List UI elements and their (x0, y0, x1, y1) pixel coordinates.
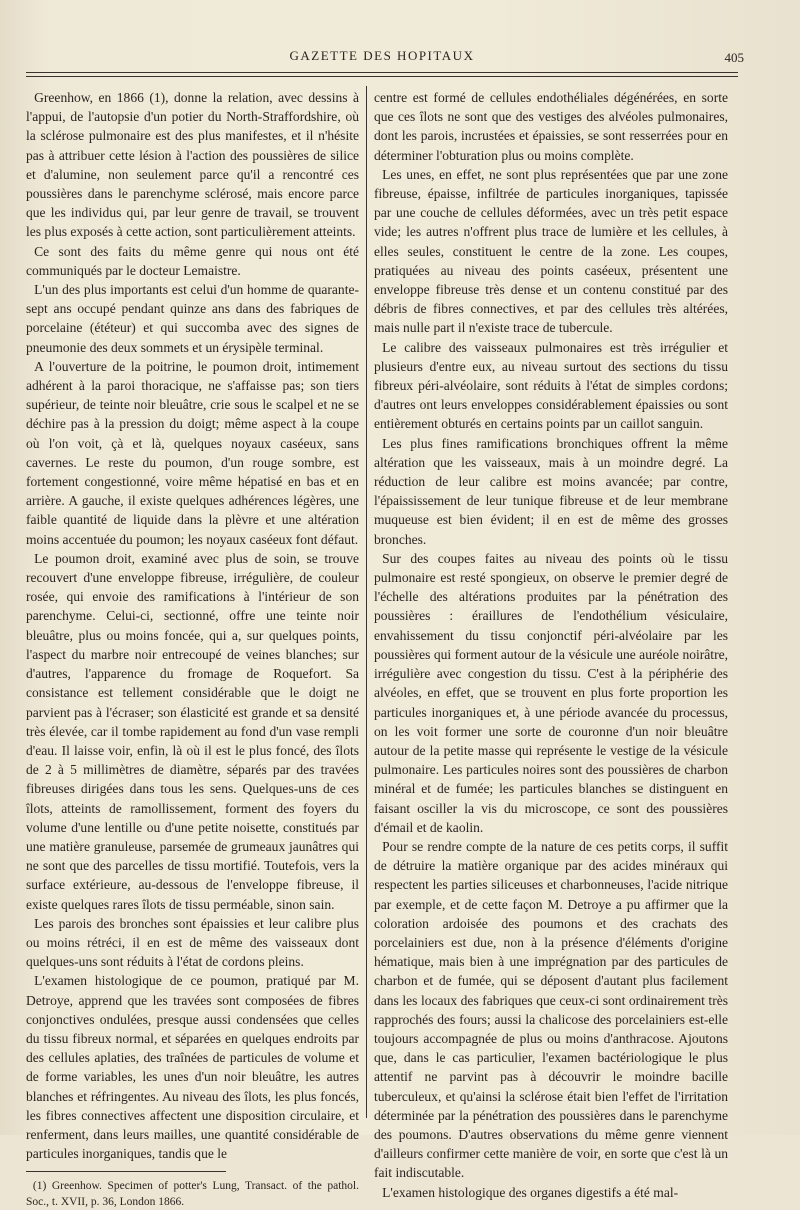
journal-title: GAZETTE DES HOPITAUX (289, 48, 475, 63)
paragraph: Les plus fines ramifications bronchiques offrent la même altération que les vaisseaux, mais à un moindre degré. La réduction de leur calibre est moins avancée; par contre, l'épaississement de leur tunique fibreuse et de leur membrane muqueuse est bien évident; il en est de même des grosses bronches. (374, 435, 728, 547)
paragraph: Les parois des bronches sont épaissies et leur calibre plus ou moins rétréci, il en est de même des vaisseaux dont quelques-uns sont réduits à l'état de cordons pleins. (26, 915, 359, 970)
paragraph: Greenhow, en 1866 (1), donne la relation, avec dessins à l'appui, de l'autopsie d'un potier du North-Straffordshire, où la sclérose pulmonaire est des plus manifestes, et il n'hésite pas à attribuer cette lésion à l'action des poussières de silice et d'alumine, non seulement parce qu'il a rencontré ces poussières dans le parenchyme sclérosé, mais encore parce que les individus qui, par leur genre de travail, se trouvent les plus exposés à cette action, sont particulièrement atteints. (26, 90, 359, 240)
paragraph: A l'ouverture de la poitrine, le poumon droit, intimement adhérent à la paroi thoracique, ne s'affaisse pas; son tiers supérieur, de teinte noir bleuâtre, crie sous le scalpel et ne se déchire pas à la pression du doigt; même aspect à la coupe où l'on voit, çà et là, quelques noyaux caséeux, sans cavernes. Le reste du poumon, d'un rouge sombre, est fortement congestionné, voire même hépatisé en bas et en arrière. A gauche, il existe quelques adhérences légères, une faible quantité de liquide dans la plèvre et une altération moins accentuée du poumon; les noyaux caséeux font défaut. (26, 358, 359, 547)
paragraph: L'examen histologique de ce poumon, pratiqué par M. Detroye, apprend que les travées sont composées de fibres conjonctives ondulées, presque aussi condensées que celles du tissu fibreux normal, et séparées en quelques endroits par des cellules aplaties, des traînées de particules de volume et de forme variables, les unes d'un noir bleuâtre, les autres blanches et réfringentes. Au niveau des îlots, les plus foncés, les fibres connectives affectent une disposition circulaire, et renferment, dans leurs mailles, une quantité considérable de particules inorganiques, tandis que le (26, 973, 359, 1162)
column-divider (366, 86, 367, 1118)
page-header (26, 44, 744, 66)
paragraph: Le calibre des vaisseaux pulmonaires est très irrégulier et plusieurs d'entre eux, au niveau surtout des sections du tissu fibreux péri-alvéolaire, sont réduits à l'état de simples cordons; d'autres ont leurs enveloppes considérablement épaissies ou sont entièrement obturés en certains points par un caillot sanguin. (374, 339, 728, 432)
header-rule-thin (26, 76, 738, 77)
paragraph: Le poumon droit, examiné avec plus de soin, se trouve recouvert d'une enveloppe fibreuse, irrégulière, de couleur rosée, qui envoie des ramifications à l'intérieur de son parenchyme. Celui-ci, sectionné, offre une teinte noir bleuâtre, plus ou moins foncée, qui a, sur quelques points, l'aspect du marbre noir entrecoupé de veines blanches; sur d'autres, l'apparence du fromage de Roquefort. Sa consistance est tellement considérable que le doigt ne parvient pas à l'écraser; son élasticité est grande et sa densité très élevée, car il tombe rapidement au fond d'un vase rempli d'eau. Il laisse voir, enfin, là où il est le plus foncé, des îlots de 2 à 5 millimètres de diamètre, séparés par des travées fibreuses dirigées dans tous les sens. Quelques-uns de ces îlots, atteints de ramollissement, forment des foyers du volume d'une lentille ou d'une petite noisette, constitués par une matière granuleuse, parsemée de grumeaux jaunâtres qui ne sont que des parcelles de tissu mortifié. Toutefois, vers la surface extérieure, au-dessous de l'enveloppe fibreuse, il existe quelques rares îlots de tissu perméable, sinon sain. (26, 550, 359, 912)
paragraph: centre est formé de cellules endothéliales dégénérées, en sorte que ces îlots ne sont que des vestiges des alvéoles pulmonaires, dont les parois, incrustées et épaissies, se sont resserrées pour en déterminer l'obturation plus ou moins complète. (374, 90, 728, 163)
paragraph: Sur des coupes faites au niveau des points où le tissu pulmonaire est resté spongieux, on observe le premier degré de l'échelle des altérations produites par la pénétration des poussières : éraillures de l'endothélium vésiculaire, envahissement du tissu conjonctif péri-alvéolaire par les poussières qui forment autour de la vésicule une auréole noirâtre, irrégulière avec congestion du tissu. C'est à la périphérie des alvéoles, en effet, que se trouvent en plus forte proportion les particules inorganiques et, à une période avancée du processus, on les voit former une sorte de couronne d'un noir bleuâtre autour de la petite masse qui représente le vestige de la vésicule pulmonaire. Les particules noires sont des poussières de charbon minéral et de fumée; les particules blanches se distinguent en faisant osciller la vis du microscope, ce sont des poussières d'émail et de kaolin. (374, 550, 728, 835)
footnote-rule (26, 1171, 226, 1172)
paragraph: Les unes, en effet, ne sont plus représentées que par une zone fibreuse, épaisse, infiltrée de particules inorganiques, tapissée par une couche de cellules déformées, avec un très petit espace vide; les autres n'offrent plus trace de lumière et les cellules, à elles seules, constituent le centre de la zone. Les coupes, pratiquées au niveau des points caséeux, présentent une enveloppe fibreuse très dense et un contenu constitué par des débris de fibres connectives, et par des cellules très altérées, mais nulle part il n'existe trace de tubercule. (374, 166, 728, 336)
paragraph: L'examen histologique des organes digestifs a été mal- (382, 1184, 679, 1200)
paragraph: Ce sont des faits du même genre qui nous ont été communiqués par le docteur Lemaistre. (26, 243, 359, 278)
header-rule-thick (26, 72, 738, 73)
footnote: (1) Greenhow. Specimen of potter's Lung, Transact. of the pathol. Soc., t. XVII, p. 36, London 1866. (26, 1180, 359, 1209)
paragraph: L'un des plus importants est celui d'un homme de quarante-sept ans occupé pendant quinze ans dans des fabriques de porcelaine (ététeur) et qui succomba avec des signes de pneumonie des deux sommets et un érysipèle terminal. (26, 282, 359, 355)
right-column (374, 88, 728, 1200)
page-number: 405 (724, 50, 744, 65)
paragraph: Pour se rendre compte de la nature de ces petits corps, il suffit de détruire la matière organique par des acides minéraux qui respectent les parties siliceuses et charbonneuses, l'acide nitrique par exemple, et de cette façon M. Detroye a pu affirmer que la coloration ardoisée des poumons et des crachats des porcelainiers est due, non à la présence d'éléments d'origine hématique, mais bien à une imprégnation par des particules de charbon et de fumée, qui se déposent d'autant plus facilement dans les locaux des fabriques que ceux-ci sont ordinairement très rapprochés des fours; aussi la chalicose des porcelainiers est-elle toujours accompagnée de plus ou moins d'anthracose. Ajoutons que, dans le cas particulier, l'examen bactériologique le plus attentif ne parvint pas à découvrir le moindre bacille tuberculeux, et qu'ainsi la sclérose était bien l'effet de l'irritation déterminée par la pénétration des poussières dans le parenchyme des poumons. D'autres observations du même genre viennent d'ailleurs confirmer cette manière de voir, en sorte que c'est là un fait indiscutable. (374, 838, 728, 1181)
left-column (26, 88, 359, 1209)
